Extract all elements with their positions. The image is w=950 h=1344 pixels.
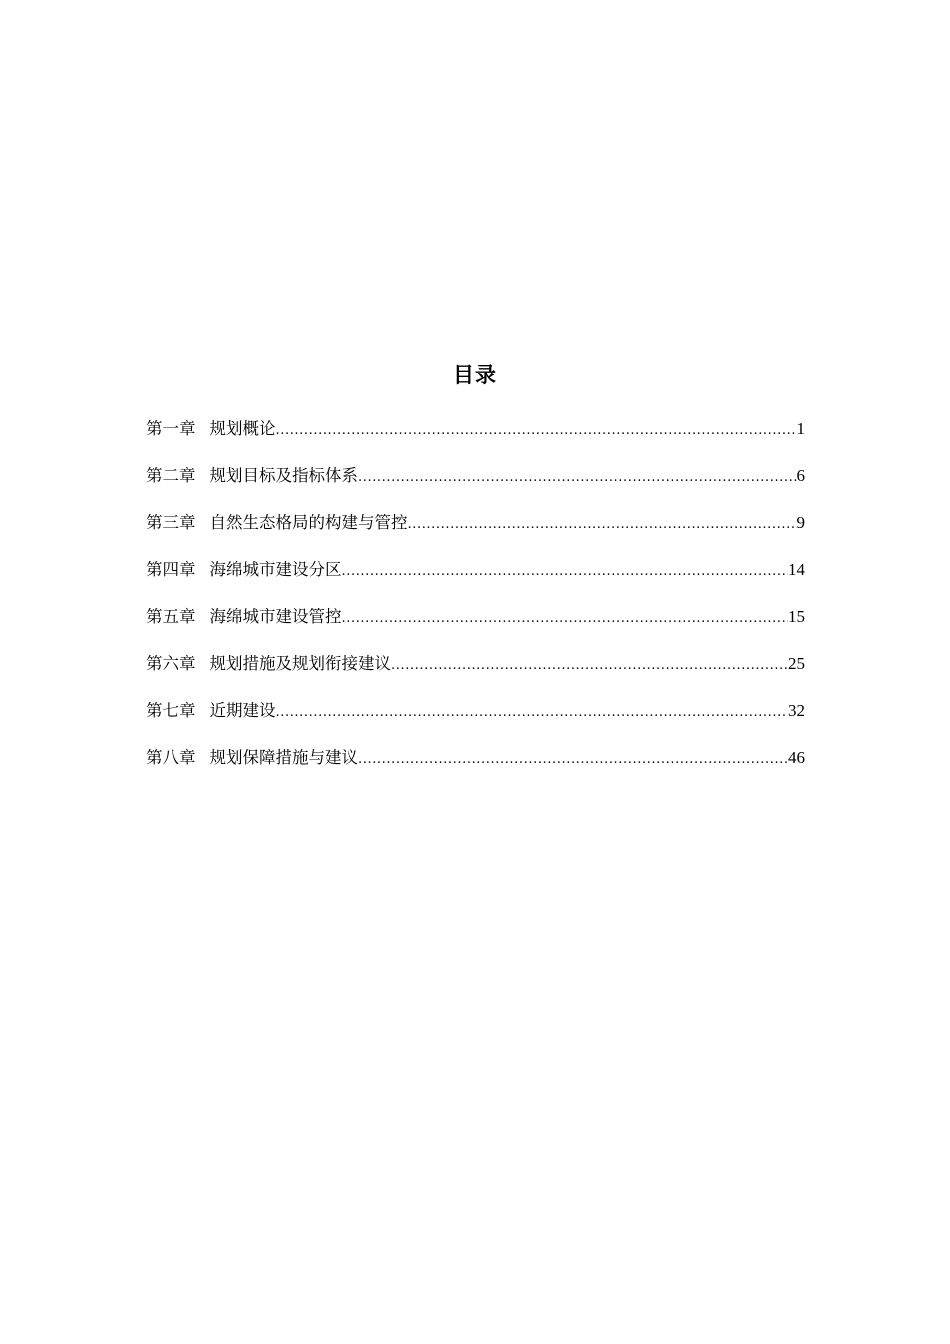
toc-dot-leader xyxy=(358,746,788,774)
toc-dot-leader xyxy=(408,511,797,539)
toc-chapter-heading: 规划目标及指标体系 xyxy=(209,466,358,485)
toc-chapter-number: 第八章 xyxy=(146,748,196,767)
toc-entry[interactable] xyxy=(146,650,805,697)
toc-page-number: 14 xyxy=(788,560,805,579)
toc-chapter-number: 第六章 xyxy=(146,654,196,673)
toc-chapter-number: 第七章 xyxy=(146,701,196,720)
toc-title: 目录 xyxy=(453,363,497,387)
toc-chapter-heading: 海绵城市建设管控 xyxy=(209,607,342,626)
toc-chapter-heading: 规划措施及规划衔接建议 xyxy=(209,654,391,673)
toc-page-number: 1 xyxy=(796,419,805,438)
toc-chapter-number: 第五章 xyxy=(146,607,196,626)
toc-chapter-heading: 近期建设 xyxy=(209,701,276,720)
toc-chapter-heading: 自然生态格局的构建与管控 xyxy=(209,513,408,532)
toc-entry[interactable] xyxy=(146,415,805,462)
toc-page-number: 46 xyxy=(788,748,805,767)
toc-dot-leader xyxy=(391,652,788,680)
toc-page-number: 32 xyxy=(788,701,805,720)
toc-entry[interactable] xyxy=(146,462,805,509)
toc-entry[interactable] xyxy=(146,697,805,744)
toc-chapter-heading: 规划保障措施与建议 xyxy=(209,748,358,767)
toc-chapter-heading: 海绵城市建设分区 xyxy=(209,560,342,579)
toc-list xyxy=(146,415,805,791)
toc-entry[interactable] xyxy=(146,509,805,556)
toc-page-number: 25 xyxy=(788,654,805,673)
toc-chapter-number: 第三章 xyxy=(146,513,196,532)
toc-entry[interactable] xyxy=(146,556,805,603)
toc-chapter-number: 第四章 xyxy=(146,560,196,579)
toc-chapter-number: 第一章 xyxy=(146,419,196,438)
toc-chapter-heading: 规划概论 xyxy=(209,419,276,438)
toc-entry[interactable] xyxy=(146,744,805,791)
toc-entry[interactable] xyxy=(146,603,805,650)
toc-page-number: 6 xyxy=(796,466,805,485)
toc-page-number: 15 xyxy=(788,607,805,626)
toc-dot-leader xyxy=(276,699,789,727)
toc-page-number: 9 xyxy=(796,513,805,532)
toc-chapter-number: 第二章 xyxy=(146,466,196,485)
toc-dot-leader xyxy=(276,417,797,445)
toc-dot-leader xyxy=(342,605,789,633)
toc-dot-leader xyxy=(358,464,797,492)
toc-dot-leader xyxy=(342,558,789,586)
